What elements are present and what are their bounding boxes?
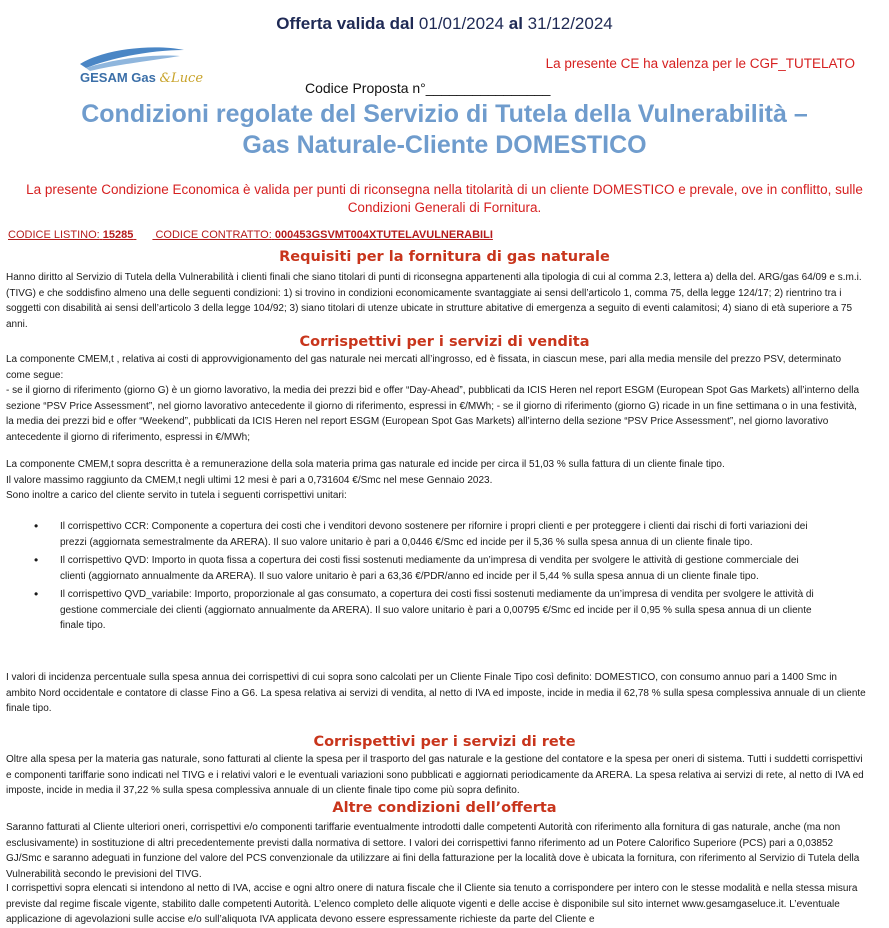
heading-rete: Corrispettivi per i servizi di rete bbox=[313, 734, 576, 750]
vendita-p1: La componente CMEM,t , relativa ai costi di approvvigionamento del gas naturale nei mercati all’ingrosso, ed è fissata, in ciascun mese, pari alla media mensile del prezzo PSV, determinato come segue: bbox=[6, 354, 842, 381]
offer-start-date: 01/01/2024 bbox=[418, 14, 504, 33]
title-line-2: Gas Naturale-Cliente DOMESTICO bbox=[242, 131, 647, 159]
list-item: • Il corrispettivo QVD_variabile: Importo, proporzionale al gas consumato, a copertura dei costi fissi sostenuti mediamente da un’impresa di vendita per svolgere le attività di gestione commerciale dei clienti (aggiornato annualmente da ARERA). Il suo valore unitario è pari a 0,00795 €/Smc ed incide per il 0,95 % sulla spesa annua di un cliente finale tipo. bbox=[30, 587, 820, 634]
gesam-logo bbox=[76, 44, 204, 90]
vendita-p3b: Il valore massimo raggiunto da CMEM,t negli ultimi 12 mesi è pari a 0,731604 €/Smc nel mese Gennaio 2023. bbox=[6, 475, 493, 486]
codice-listino-value: 15285 bbox=[102, 229, 134, 241]
heading-altre: Altre condizioni dell’offerta bbox=[332, 800, 557, 816]
vendita-p3a: La componente CMEM,t sopra descritta è a remunerazione della sola materia prima gas naturale ed incide per circa il 51,03 % sulla fattura di un cliente finale tipo. bbox=[6, 459, 725, 470]
list-item: • Il corrispettivo QVD: Importo in quota fissa a copertura dei costi fissi sostenuti mediamente da un’impresa di vendita per svolgere le attività di gestione commerciale dei clienti (aggiornato annualmente da ARERA). Il suo valore unitario è pari a 63,36 €/PDR/anno ed incide per il 5,44 % sulla spesa annua di un cliente finale tipo. bbox=[30, 553, 820, 584]
offer-and: al bbox=[508, 14, 523, 33]
tutelato-note: La presente CE ha valenza per le CGF_TUTELATO bbox=[545, 56, 855, 71]
corrispettivi-list bbox=[30, 519, 820, 637]
heading-requisiti: Requisiti per la fornitura di gas naturale bbox=[279, 249, 610, 265]
logo-swoosh-icon bbox=[76, 44, 186, 72]
altre-p1: Saranno fatturati al Cliente ulteriori oneri, corrispettivi e/o componenti tariffarie eventualmente introdotti dalle competenti Autorità con riferimento alla fornitura di gas naturale, anche (ma non esclusivamente) in sostituzione di altri precedentemente previsti dalla normativa di settore. I valori dei corrispettivi fanno riferimento ad un Potere Calorifico Superiore (PCS) pari a 0,03852 GJ/Smc e saranno adeguati in funzione del valore del PCS convenzionale da utilizzare ai fini della fatturazione per la località dove è ubicata la fornitura, con riferimento al Servizio di Tutela della Vulnerabilità secondo le previsioni del TIVG. bbox=[6, 822, 860, 880]
offer-prefix: Offerta valida dal bbox=[276, 14, 415, 33]
codice-proposta-field: Codice Proposta n°________________ bbox=[305, 80, 551, 96]
codice-contratto-label: CODICE CONTRATTO: bbox=[155, 229, 272, 241]
list-item: • Il corrispettivo CCR: Componente a copertura dei costi che i venditori devono sostenere per rifornire i propri clienti e per proteggere i clienti dai rischi di forti variazioni dei prezzi (aggiornata semestralmente da ARERA). Il suo valore unitario è pari a 0,0446 €/Smc ed incide per il 5,36 % sulla spesa annua di un cliente finale tipo. bbox=[30, 519, 820, 550]
codice-listino-label: CODICE LISTINO: bbox=[8, 229, 100, 241]
vendita-p2: - se il giorno di riferimento (giorno G) è un giorno lavorativo, la media dei prezzi bid e offer “Day-Ahead”, pubblicati da ICIS Heren nel report ESGM (European Spot Gas Markets) all’interno della sezione “PSV Price Assessment”, nel giorno lavorativo antecedente il giorno di riferimento, espressi in €/MWh; - se il giorno di riferimento (giorno G) ricade in un fine settimana o in una festività, la media dei prezzi bid e offer “Weekend”, pubblicati da ICIS Heren nel report ESGM (European Spot Gas Markets) all’interno della sezione “PSV Price Assessment”, nel giorno lavorativo antecedente il giorno di riferimento, espressi in €/MWh; bbox=[6, 385, 860, 443]
vendita-p4: I valori di incidenza percentuale sulla spesa annua dei corrispettivi di cui sopra sono calcolati per un Cliente Finale Tipo così definito: DOMESTICO, con consumo annuo pari a 1400 Smc in ambito Nord occidentale e contatore di classe Fino a G6. La spesa relativa ai servizi di vendita, al netto di IVA ed imposte, incide in media il 62,78 % sulla spesa complessiva annuale di un cliente finale tipo. bbox=[6, 672, 866, 714]
heading-vendita: Corrispettivi per i servizi di vendita bbox=[299, 334, 590, 350]
codes-line bbox=[8, 229, 493, 241]
rete-text: Oltre alla spesa per la materia gas naturale, sono fatturati al cliente la spesa per il trasporto del gas naturale e la gestione del contatore e la spesa per oneri di sistema. Tutti i suddetti corrispettivi e componenti tariffarie sono indicati nel TIVG e i relativi valori e le eventuali variazioni sono pubblicati e aggiornati periodicamente da ARERA. La spesa relativa ai servizi di rete, al netto di IVA ed imposte, incide in media il 37,22 % sulla spesa complessiva annuale di un cliente finale tipo come più sopra definito. bbox=[6, 754, 864, 796]
altre-p2: I corrispettivi sopra elencati si intendono al netto di IVA, accise e ogni altro onere di natura fiscale che il Cliente sia tenuto a corrispondere per intero con le stesse modalità e nella stessa misura previste dal regime fiscale vigente, stabilito dalle competenti Autorità. L’elenco completo delle aliquote vigenti e delle accise è disponibile sul sito internet www.gesamgaseluce.it. L’eventuale applicazione di agevolazioni sulle accise e/o sull’aliquota IVA applicata devono essere espressamente richieste da parte del Cliente e bbox=[6, 883, 858, 925]
title-line-1: Condizioni regolate del Servizio di Tutela della Vulnerabilità – bbox=[81, 100, 808, 128]
offer-end-date: 31/12/2024 bbox=[527, 14, 613, 33]
vendita-p3c: Sono inoltre a carico del cliente servito in tutela i seguenti corrispettivi unitari: bbox=[6, 490, 347, 501]
page-title bbox=[0, 99, 889, 161]
offer-validity bbox=[0, 14, 889, 34]
logo-brand-text: GESAM Gas bbox=[80, 70, 156, 85]
codice-contratto-value: 000453GSVMT004XTUTELAVULNERABILI bbox=[274, 229, 493, 241]
logo-luce-text: &Luce bbox=[159, 71, 204, 86]
validity-intro: La presente Condizione Economica è valida per punti di riconsegna nella titolarità di un cliente DOMESTICO e prevale, ove in conflitto, sulle Condizioni Generali di Fornitura. bbox=[26, 182, 863, 215]
requisiti-text: Hanno diritto al Servizio di Tutela della Vulnerabilità i clienti finali che siano titolari di punti di riconsegna appartenenti alla tipologia di cui al comma 2.3, lettera a) della del. ARG/gas 64/09 e s.m.i. (TIVG) e che soddisfino almeno una delle seguenti condizioni: 1) si trovino in condizioni economicamente svantaggiate ai sensi dell’articolo 1, comma 75, della legge 124/17; 2) rientrino tra i soggetti con disabilità ai sensi dell’articolo 3 della legge 104/92; 3) siano titolari di utenze ubicate in strutture abitative di emergenza a seguito di eventi calamitosi; 4) siano di età superiore a 75 anni. bbox=[6, 272, 862, 330]
